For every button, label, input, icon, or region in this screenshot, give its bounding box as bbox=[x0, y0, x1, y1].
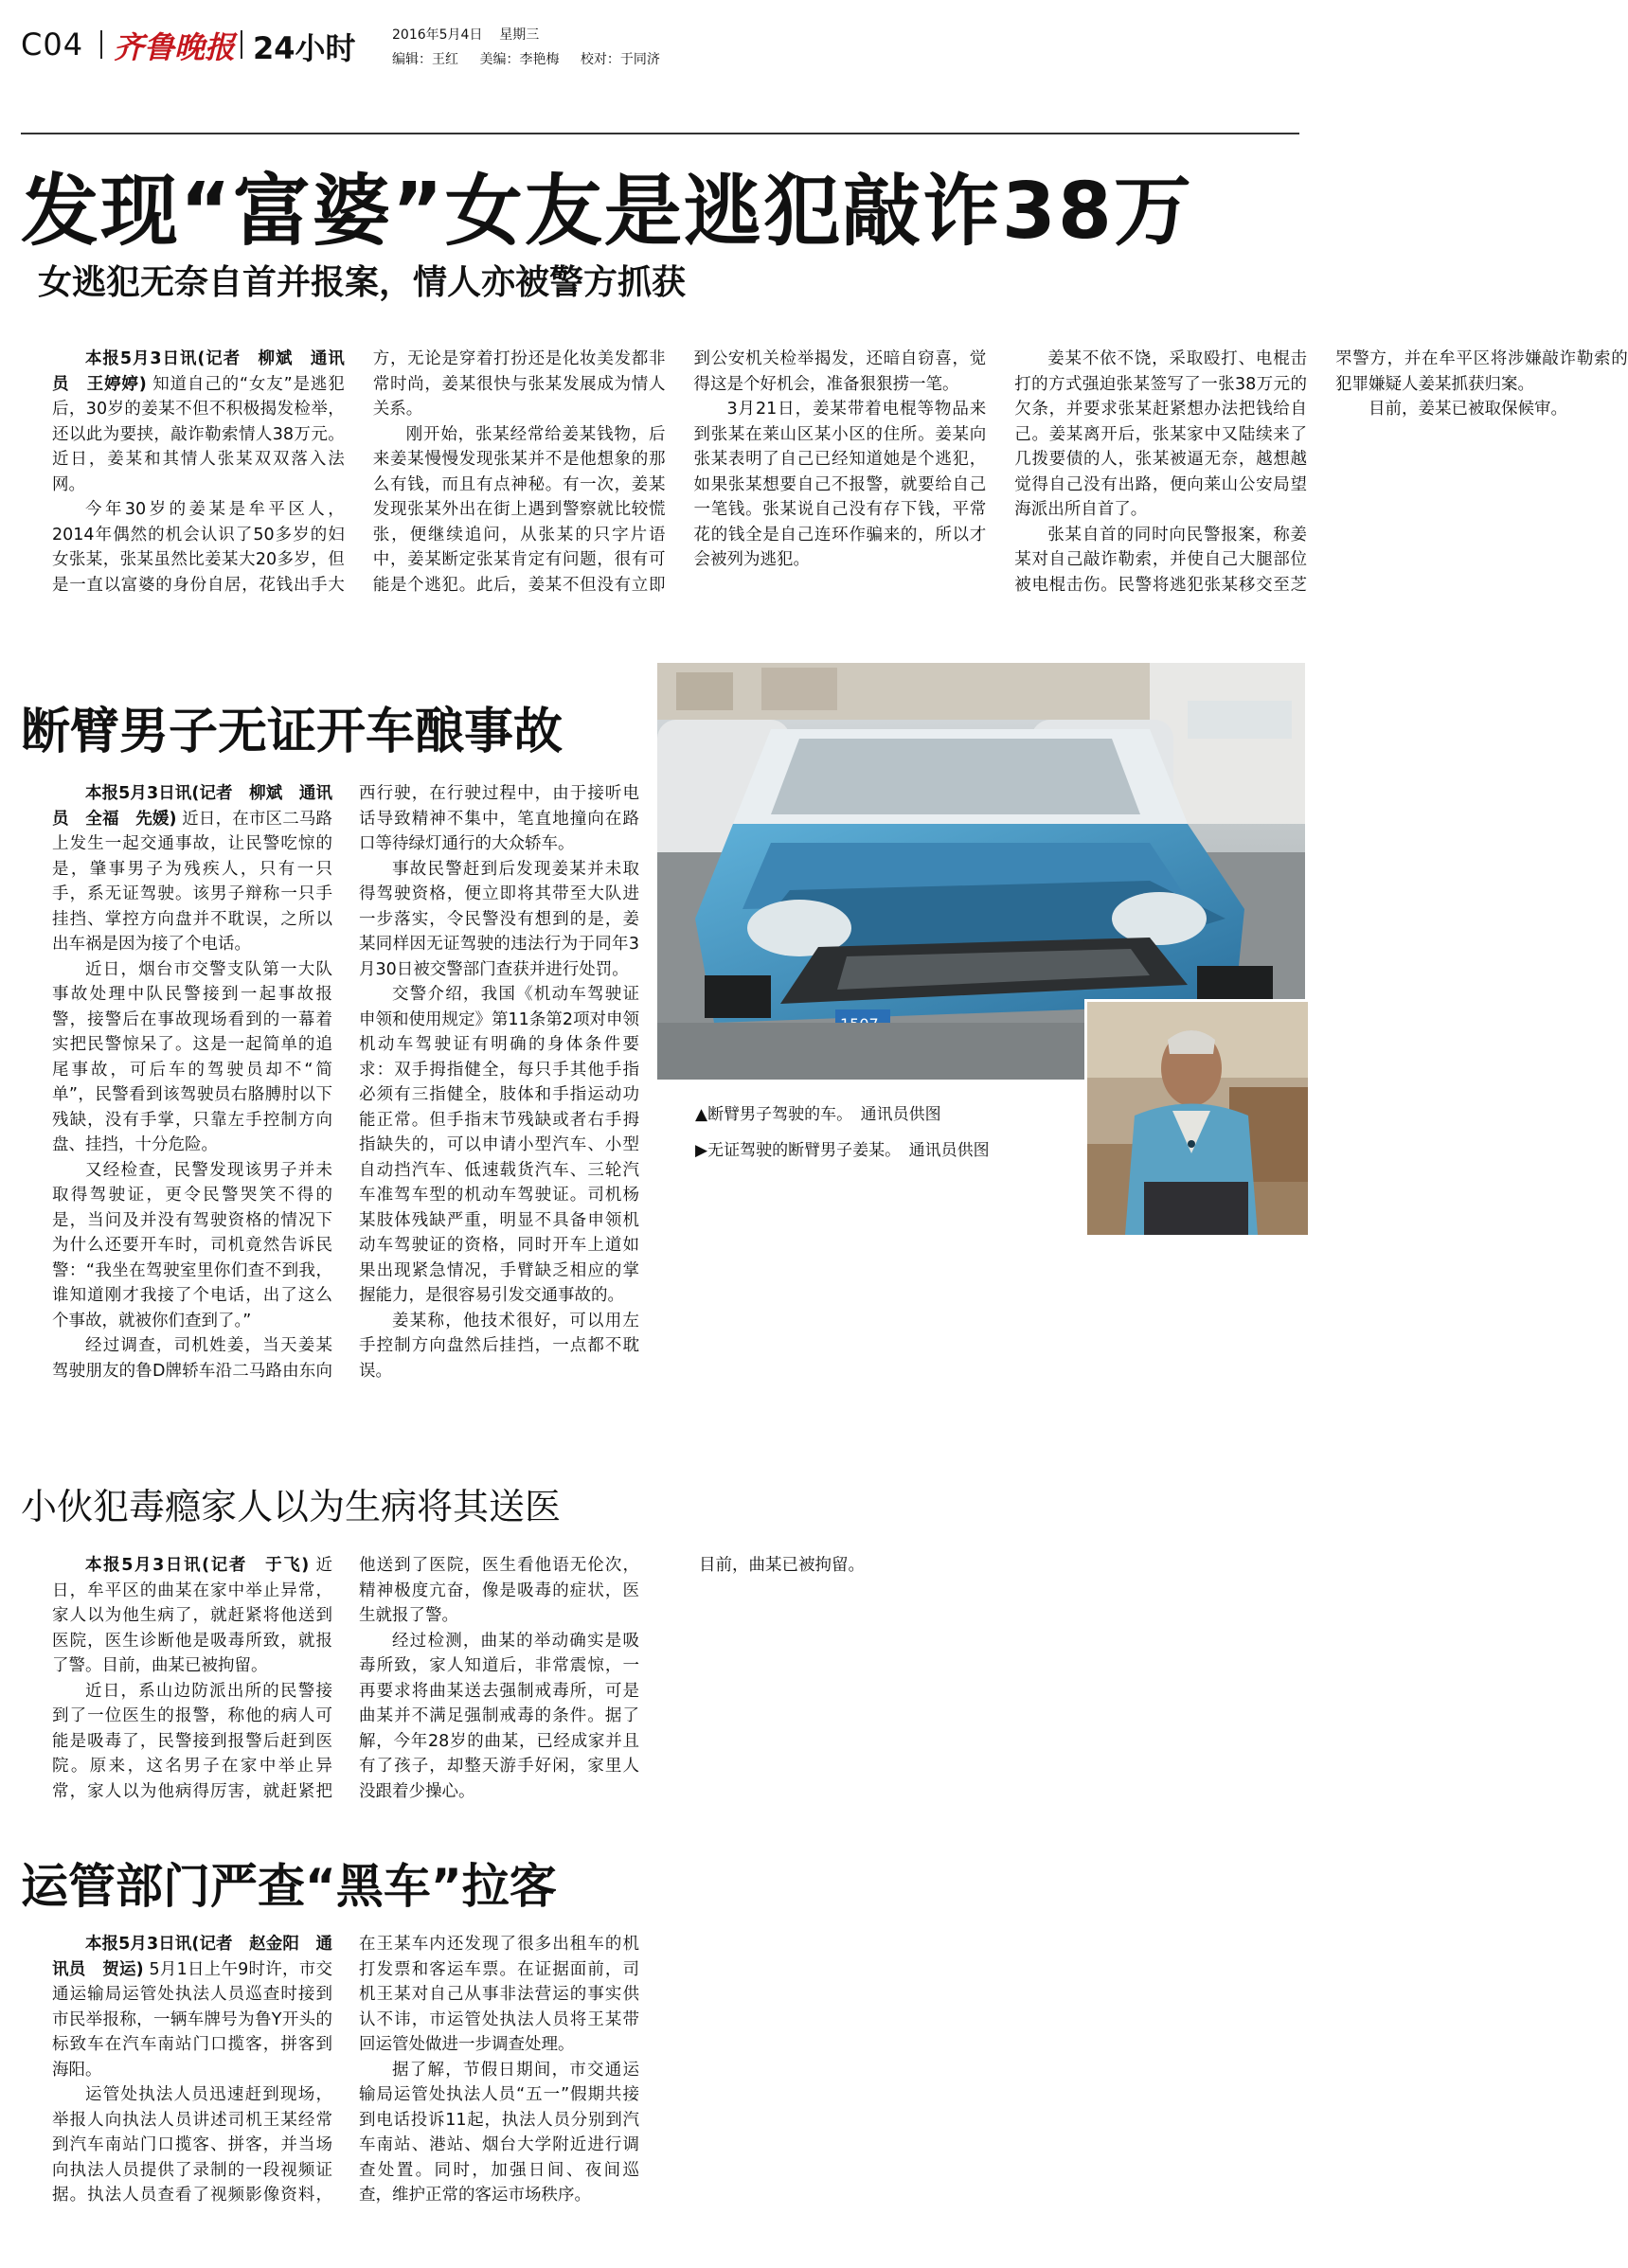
article3-body bbox=[52, 1553, 865, 1828]
article1-paragraph: 目前，姜某已被取保候审。 bbox=[1369, 400, 1567, 419]
article4-paragraph bbox=[52, 1932, 332, 2082]
article2-paragraph bbox=[52, 781, 332, 957]
article3-paragraph: 目前，曲某已被拘留。 bbox=[699, 1556, 865, 1575]
issue-date bbox=[392, 25, 539, 44]
newspaper-logo: 齐鲁晚报 bbox=[114, 29, 236, 65]
article4-text: 5月1日上午9时许，市交通运输局运管处执法人员巡查时接到市民举报称，一辆车牌号为鲁Y开头的标致车在汽车南站门口揽客，拼客到海阳。 bbox=[52, 1959, 332, 2080]
article3-text: 近日，牟平区的曲某在家中举止异常，家人以为他生病了，就赶紧将他送到医院，医生诊断他是吸毒所致，就报了警。目前，曲某已被拘留。 bbox=[52, 1556, 332, 1675]
article1-subhead: 女逃犯无奈自首并报案，情人亦被警方抓获 bbox=[38, 263, 687, 302]
article2-paragraph: 交警介绍，我国《机动车驾驶证申领和使用规定》第11条第2项对申领机动车驾驶证有明确的身体条件要求：双手拇指健全，每只手其他手指必须有三指健全，肢体和手指运动功能正常。但手指末节残缺或者右手拇指缺失的，可以申请小型汽车、小型自动挡汽车、低速载货汽车、三轮汽车准驾车型的机动车驾驶证。司机杨某肢体残缺严重，明显不具备申领机动车驾驶证的资格，同时开车上道如果出现紧急情况，手臂缺乏相应的掌握能力，是很容易引发交通事故的。 bbox=[359, 985, 639, 1305]
article1-paragraph: 姜某不依不饶，采取殴打、电棍击打的方式强迫张某签写了一张38万元的欠条，并要求张某赶紧想办法把钱给自己。姜某离开后，张某家中又陆续来了几拨要债的人，张某被逼无奈，越想越觉得自己没有出路，便向莱山公安局望海派出所自首了。 bbox=[1014, 349, 1307, 519]
driver-photo bbox=[1084, 999, 1305, 1232]
article1-body bbox=[52, 347, 1628, 602]
article2-headline: 断臂男子无证开车酿事故 bbox=[21, 704, 564, 760]
article2-paragraph: 又经检查，民警发现该男子并未取得驾驶证，更令民警哭笑不得的是，当问及并没有驾驶资格的情况下为什么还要开车时，司机竟然告诉民警：“我坐在驾驶室里你们查不到我，谁知道刚才我接了个电话，出了这么个事故，就被你们查到了。” bbox=[52, 1160, 332, 1330]
article4-paragraph: 运管处执法人员迅速赶到现场，举报人向执法人员讲述司机王某经常到汽车南站门口揽客、拼客，并当场向执法人员提供了录制的一段视频证据。执法人员查看了视频影像资料，在王某车内还发现了很多出租车的机打发票和客运车票。在证据面前，司机王某对自己从事非法营运的事实供认不讳，市运管处执法人员将王某带回运管处做进一步调查处理。 bbox=[52, 1935, 639, 2205]
article2-paragraph: 姜某称，他技术很好，可以用左手控制方向盘然后挂挡，一点都不耽误。 bbox=[359, 1311, 639, 1381]
article2-dateline: 本报5月3日讯(记者 柳斌 通讯员 全福 先媛) bbox=[52, 784, 332, 829]
article4-headline: 运管部门严查“黑车”拉客 bbox=[21, 1859, 557, 1914]
article1-dateline: 本报5月3日讯(记者 柳斌 通讯员 王婷婷) bbox=[52, 349, 345, 394]
page-number: C04 bbox=[21, 27, 84, 63]
article1-paragraph: 3月21日，姜某带着电棍等物品来到张某在莱山区某小区的住所。姜某向张某表明了自己已经知道她是个逃犯，如果张某想要自己不报警，就要给自己一笔钱。张某说自己没有存下钱，平常花的钱全是自己连环作骗来的，所以才会被列为逃犯。 bbox=[693, 400, 987, 569]
article3-headline: 小伙犯毒瘾家人以为生病将其送医 bbox=[21, 1486, 562, 1527]
article3-paragraph bbox=[52, 1553, 332, 1679]
design-credit: 美编：李艳梅 bbox=[479, 52, 560, 67]
article1-text: 知道自己的“女友”是逃犯后，30岁的姜某不但不积极揭发检举，还以此为要挟，敲诈勒索情人38万元。近日，姜某和其情人张某双双落入法网。 bbox=[52, 374, 345, 494]
article1-paragraph: 张某自首的同时向民警报案，称姜某对自己敲诈勒索，并使自己大腿部位被电棍击伤。民警将逃犯张某移交至芝罘警方，并在牟平区将涉嫌敲诈勒索的犯罪嫌疑人姜某抓获归案。 bbox=[1014, 349, 1628, 595]
article1-paragraph bbox=[52, 347, 345, 497]
top-rule bbox=[21, 133, 1299, 134]
divider bbox=[241, 30, 242, 59]
article3-dateline: 本报5月3日讯(记者 于飞) bbox=[85, 1556, 310, 1575]
article1-headline: 发现“富婆”女友是逃犯敲诈38万 bbox=[21, 167, 1193, 257]
masthead bbox=[21, 21, 1299, 70]
article1-paragraph: 刚开始，张某经常给姜某钱物，后来姜某慢慢发现张某并不是他想象的那么有钱，而且有点神秘。有一次，姜某发现张某外出在街上遇到警察就比较慌张，便继续追问，从张某的只字片语中，姜某断定张某肯定有问题，很有可能是个逃犯。此后，姜某不但没有立即到公安机关检举揭发，还暗自窃喜，觉得这是个好机会，准备狠狠捞一笔。 bbox=[372, 349, 987, 595]
article2-text: 近日，在市区二马路上发生一起交通事故，让民警吃惊的是，肇事男子为残疾人，只有一只手，系无证驾驶。该男子辩称一只手挂挡、掌控方向盘并不耽误，之所以出车祸是因为接了个电话。 bbox=[52, 809, 332, 954]
article4-paragraph: 据了解，节假日期间，市交通运输局运管处执法人员“五一”假期共接到电话投诉11起，执法人员分别到汽车南站、港站、烟台大学附近进行调查处置。同时，加强日间、夜间巡查，维护正常的客运市场秩序。 bbox=[359, 2060, 639, 2205]
divider bbox=[100, 30, 102, 59]
article4-body bbox=[52, 1932, 639, 2259]
article2-paragraph: 经过调查，司机姓姜，当天姜某驾驶朋友的鲁D牌轿车沿二马路由东向西行驶，在行驶过程中，由于接听电话导致精神不集中，笔直地撞向在路口等待绿灯通行的大众轿车。 bbox=[52, 784, 639, 1381]
article1-paragraph: 今年30岁的姜某是牟平区人，2014年偶然的机会认识了50多岁的妇女张某，张某虽然比姜某大20多岁，但是一直以富婆的身份自居，花钱出手大方，无论是穿着打扮还是化妆美发都非常时尚，姜某很快与张某发展成为情人关系。 bbox=[52, 349, 666, 595]
article4-dateline: 本报5月3日讯(记者 赵金阳 通讯员 贺运) bbox=[52, 1935, 332, 1979]
date-text: 2016年5月4日 bbox=[392, 27, 483, 43]
proof-credit: 校对：于同济 bbox=[580, 52, 660, 67]
section-name: 24小时 bbox=[253, 30, 356, 66]
article2-paragraph: 近日，烟台市交警支队第一大队事故处理中队民警接到一起事故报警，接警后在事故现场看到的一幕着实把民警惊呆了。这是一起简单的追尾事故，可后车的驾驶员却不“简单”，民警看到该驾驶员右胳膊肘以下残缺，没有手掌，只靠左手控制方向盘、挂挡，十分危险。 bbox=[52, 959, 332, 1154]
article3-paragraph: 近日，系山边防派出所的民警接到了一位医生的报警，称他的病人可能是吸毒了，民警接到报警后赶到医院。原来，这名男子在家中举止异常，家人以为他病得厉害，就赶紧把他送到了医院，医生看他语无伦次，精神极度亢奋，像是吸毒的症状，医生就报了警。 bbox=[52, 1556, 639, 1801]
weekday-text: 星期三 bbox=[499, 27, 540, 43]
caption-car: ▲断臂男子驾驶的车。 通讯员供图 bbox=[695, 1105, 941, 1124]
article3-paragraph: 经过检测，曲某的举动确实是吸毒所致，家人知道后，非常震惊，一再要求将曲某送去强制戒毒所，可是曲某并不满足强制戒毒的条件。据了解，今年28岁的曲某，已经成家并且有了孩子，却整天游手好闲，家里人没跟着少操心。 bbox=[359, 1631, 639, 1801]
driver-image bbox=[1087, 1002, 1308, 1235]
article2-body bbox=[52, 781, 639, 1406]
caption-driver: ▶无证驾驶的断臂男子姜某。 通讯员供图 bbox=[695, 1141, 990, 1160]
editor-credit: 编辑：王红 bbox=[392, 52, 458, 67]
staff-credits bbox=[392, 49, 677, 68]
article2-paragraph: 事故民警赶到后发现姜某并未取得驾驶资格，便立即将其带至大队进一步落实，令民警没有想到的是，姜某同样因无证驾驶的违法行为于同年3月30日被交警部门查获并进行处罚。 bbox=[359, 859, 639, 979]
